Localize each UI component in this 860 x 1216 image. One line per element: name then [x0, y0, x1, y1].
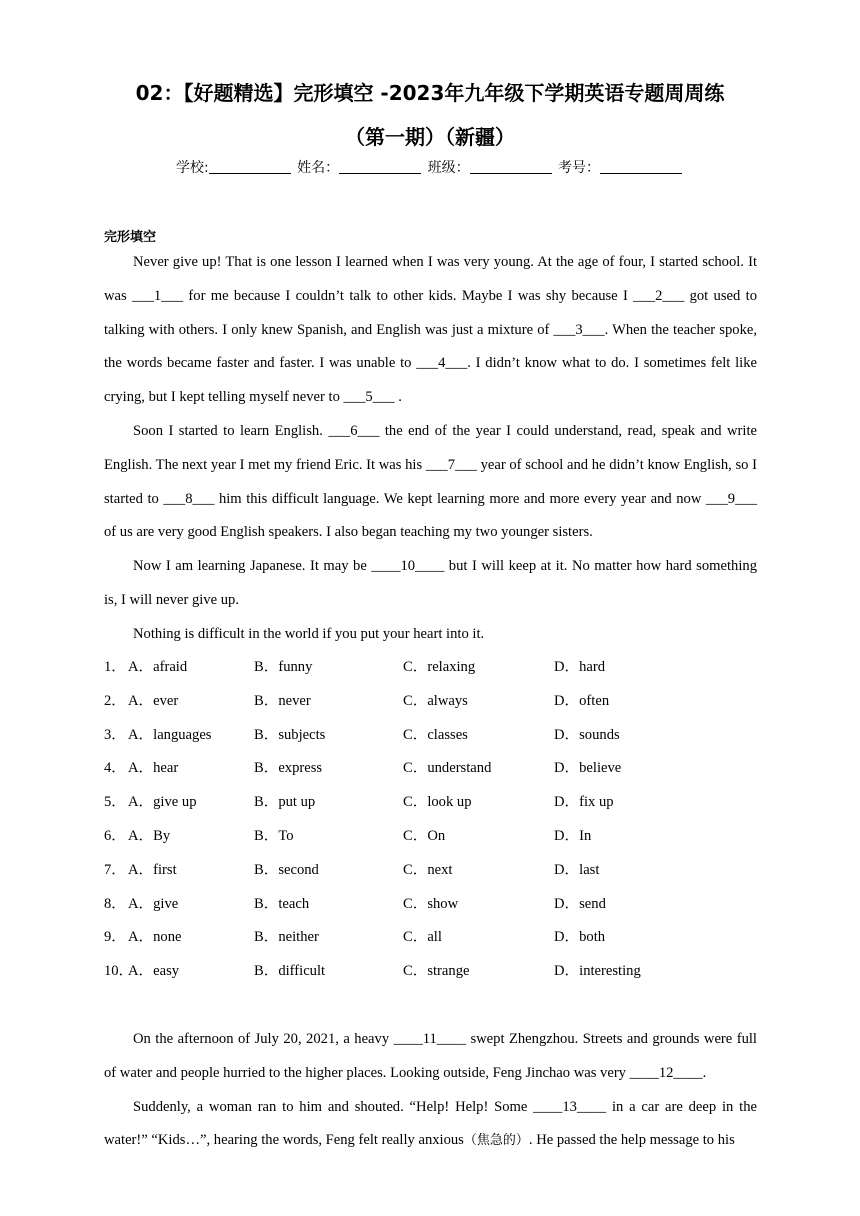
paragraph: Soon I started to learn English. ___6___ the end of the year I could understand, read, speak and write English. The next year I met my friend Eric. It was his ___7___ year of school and he didn’t know English, so I started to ___8___ him this difficult language. We kept learning more and more every year and now ___9___ of us are very good English speakers. I also began teaching my two younger sisters. — [104, 422, 757, 541]
cloze-passage-1 — [104, 246, 757, 652]
question-row — [104, 854, 757, 888]
chinese-gloss: （焦急的） — [463, 1133, 529, 1149]
option-b[interactable]: B．neither — [254, 929, 319, 946]
paragraph-text: . He passed the help message to his — [528, 1132, 735, 1149]
option-b[interactable]: B．funny — [254, 659, 313, 675]
school-blank[interactable] — [209, 159, 291, 174]
option-d[interactable]: D．sounds — [554, 726, 620, 743]
option-d[interactable]: D．send — [554, 895, 606, 912]
question-number: 7． — [104, 861, 126, 878]
option-d[interactable]: D．last — [554, 861, 600, 878]
option-b[interactable]: B．second — [254, 861, 319, 878]
option-d[interactable]: D．In — [554, 827, 592, 844]
question-row — [104, 786, 757, 820]
exam-number-label: 考号： — [558, 160, 601, 176]
name-label: 姓名： — [297, 160, 340, 176]
option-b[interactable]: B．express — [254, 760, 323, 777]
option-b[interactable]: B．put up — [254, 794, 316, 811]
paragraph — [104, 1091, 757, 1159]
question-number: 10． — [104, 963, 134, 980]
question-number: 9． — [104, 929, 126, 946]
question-row — [104, 719, 757, 753]
option-c[interactable]: C．always — [403, 692, 468, 709]
paragraph: Now I am learning Japanese. It may be ____10____ but I will keep at it. No matter how hard something is, I will never give up. — [104, 558, 757, 608]
paragraph: Nothing is difficult in the world if you put your heart into it. — [133, 625, 485, 642]
option-a[interactable]: A．give up — [128, 794, 197, 811]
option-a[interactable]: A．first — [128, 861, 177, 878]
option-c[interactable]: C．strange — [403, 963, 470, 980]
page-subtitle: （第一期）（新疆） — [345, 125, 515, 149]
question-row — [104, 752, 757, 786]
option-b[interactable]: B．difficult — [254, 963, 326, 980]
question-number: 5． — [104, 794, 126, 811]
paragraph: On the afternoon of July 20, 2021, a heavy ____11____ swept Zhengzhou. Streets and grounds were full of water and people hurried to the higher places. Looking outside, Feng Jinchao was very ____12____. — [104, 1031, 757, 1081]
paragraph-text: Suddenly, a woman ran to him and shouted. “Help! Help! Some ____13____ in a car are deep in the water!” “Kids…”, hearing the words, Feng felt really anxious — [104, 1098, 757, 1149]
option-b[interactable]: B．never — [254, 692, 311, 709]
option-a[interactable]: A．none — [128, 929, 182, 946]
student-info-fields — [0, 157, 860, 177]
cloze-passage-2 — [104, 1023, 757, 1158]
option-c[interactable]: C．look up — [403, 794, 472, 811]
question-row — [104, 955, 757, 989]
option-a[interactable]: A．languages — [128, 726, 212, 743]
question-row — [104, 888, 757, 922]
paragraph: Never give up! That is one lesson I learned when I was very young. At the age of four, I started school. It was ___1___ for me because I couldn’t talk to other kids. Maybe I was shy because I ___2___ got used to talking with others. I only knew Spanish, and English was just a mixture of ___3___. When the teacher spoke, the words became faster and faster. I was unable to ___4___. I didn’t know what to do. I sometimes felt like crying, but I kept telling myself never to ___5___ . — [104, 254, 757, 406]
option-d[interactable]: D．interesting — [554, 963, 641, 980]
option-d[interactable]: D．both — [554, 929, 606, 946]
school-label: 学校: — [175, 160, 209, 176]
question-number: 1． — [104, 659, 126, 675]
option-a[interactable]: A．give — [128, 895, 179, 912]
option-a[interactable]: A．afraid — [128, 659, 188, 675]
option-b[interactable]: B．To — [254, 827, 294, 844]
question-row — [104, 921, 757, 955]
question-number: 3． — [104, 726, 126, 743]
option-d[interactable]: D．fix up — [554, 794, 614, 811]
question-number: 6． — [104, 827, 126, 844]
option-c[interactable]: C．relaxing — [403, 659, 476, 675]
option-c[interactable]: C．On — [403, 827, 446, 844]
option-a[interactable]: A．hear — [128, 760, 179, 777]
option-c[interactable]: C．show — [403, 895, 459, 912]
option-c[interactable]: C．next — [403, 861, 453, 878]
question-options — [104, 651, 757, 989]
option-d[interactable]: D．hard — [554, 659, 606, 675]
question-row — [104, 820, 757, 854]
option-d[interactable]: D．often — [554, 692, 610, 709]
option-b[interactable]: B．subjects — [254, 726, 326, 743]
option-a[interactable]: A．easy — [128, 963, 180, 980]
question-row — [104, 651, 757, 685]
name-blank[interactable] — [339, 159, 421, 174]
question-number: 2． — [104, 692, 126, 709]
section-heading: 完形填空 — [104, 230, 157, 245]
question-number: 8． — [104, 895, 126, 912]
page-title: 02：【好题精选】完形填空 -2023年九年级下学期英语专题周周练 — [135, 81, 725, 105]
option-c[interactable]: C．all — [403, 929, 442, 946]
class-label: 班级： — [427, 160, 470, 176]
option-d[interactable]: D．believe — [554, 760, 622, 777]
option-c[interactable]: C．understand — [403, 760, 492, 777]
question-number: 4． — [104, 760, 126, 777]
exam-number-blank[interactable] — [600, 159, 682, 174]
option-a[interactable]: A．ever — [128, 692, 179, 709]
class-blank[interactable] — [470, 159, 552, 174]
option-a[interactable]: A．By — [128, 827, 171, 844]
question-row — [104, 685, 757, 719]
option-c[interactable]: C．classes — [403, 726, 468, 743]
option-b[interactable]: B．teach — [254, 895, 310, 912]
